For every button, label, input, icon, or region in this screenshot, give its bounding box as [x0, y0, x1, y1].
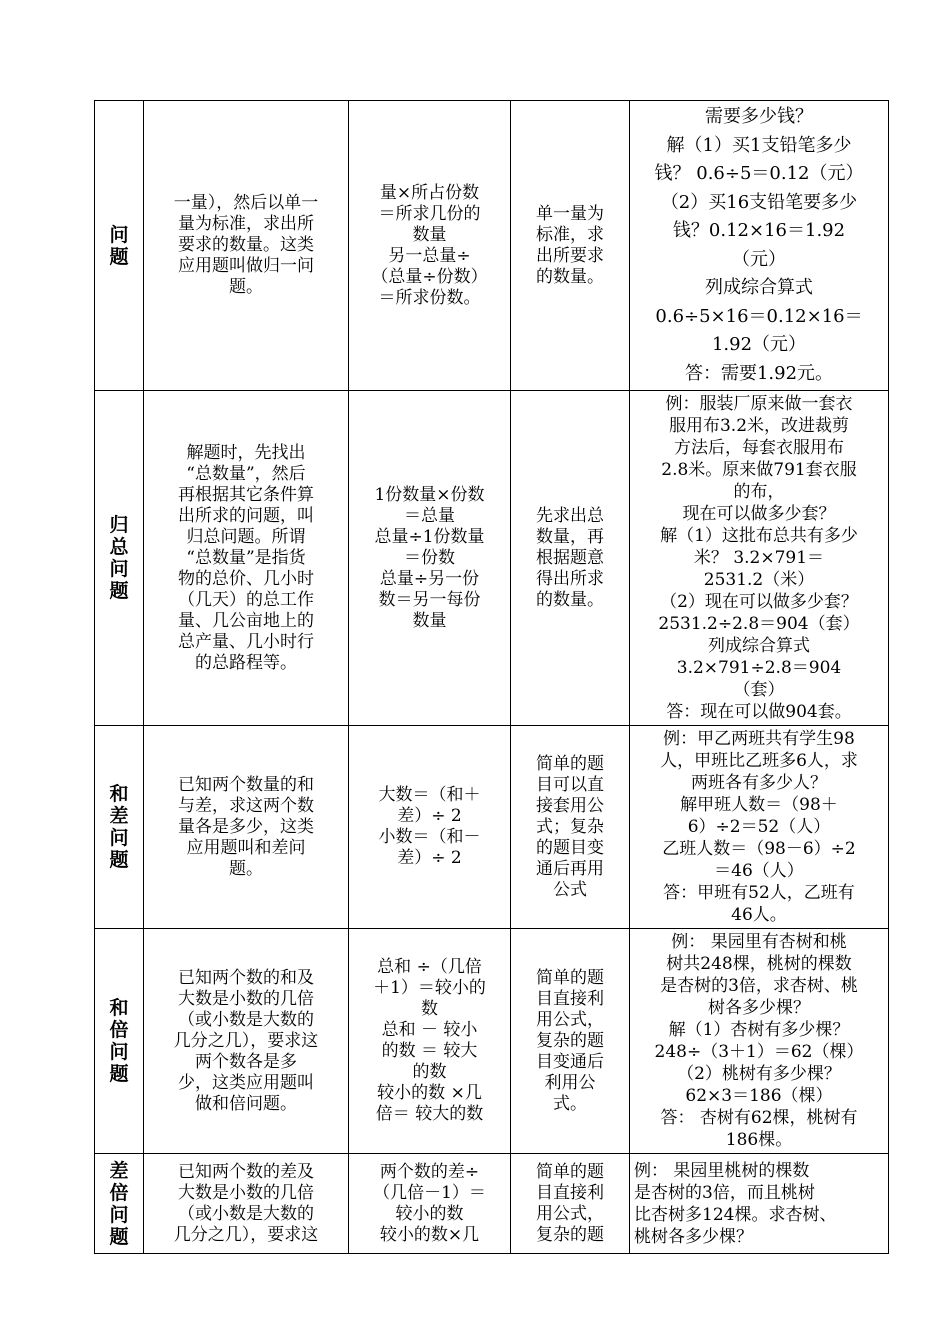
example-cell-line: 树共248棵，桃树的棵数	[666, 954, 852, 974]
method-cell	[511, 929, 630, 1154]
example-cell-line: 钱？0.12×16＝1.92	[672, 220, 846, 241]
definition-cell-line: 量为标准，求出所	[178, 214, 314, 234]
method-cell-line: 简单的题	[536, 1161, 604, 1182]
method-cell-line: 目变通后	[536, 1051, 604, 1072]
formula-cell	[349, 726, 511, 929]
method-cell-line: 目直接利	[536, 988, 604, 1009]
example-cell-line: 1.92（元）	[711, 334, 807, 355]
formula-cell-line: 较小的数 ×几	[377, 1083, 482, 1103]
method-cell-line: 目可以直	[536, 774, 604, 795]
example-cell-line: 186棵。	[725, 1130, 793, 1150]
formula-cell-line: 量×所占份数	[379, 182, 480, 203]
example-cell-line: 方法后，每套衣服用布	[674, 438, 844, 458]
formula-cell-line: （几倍－1）＝	[373, 1182, 486, 1203]
definition-cell-line: 已知两个数的差及	[178, 1161, 314, 1182]
definition-cell-line: 题。	[229, 277, 263, 297]
definition-cell-line: 应用题叫做归一问	[178, 256, 314, 276]
formula-cell-line: ＝所求份数。	[378, 287, 481, 308]
definition-cell-line: 总产量、几小时行	[178, 631, 314, 652]
example-cell-line: ＝46（人）	[714, 861, 804, 881]
formula-cell-line: 的数	[412, 1062, 447, 1082]
example-cell-line: 62×3＝186（棵）	[685, 1086, 833, 1106]
problem-type-label: 差倍问题	[109, 1159, 129, 1248]
method-cell-line: 简单的题	[536, 967, 604, 988]
definition-cell-line: 几分之几），要求这	[173, 1030, 319, 1051]
example-cell-line: 3.2×791÷2.8＝904	[676, 658, 842, 678]
method-cell-line: 数量，再	[536, 526, 604, 547]
definition-cell-line: 题。	[229, 858, 263, 879]
definition-cell-line: 少，这类应用题叫	[178, 1072, 314, 1093]
example-cell-line: 答：需要1.92元。	[684, 362, 834, 384]
method-cell-line: 的数量。	[536, 589, 604, 610]
example-cell	[630, 726, 889, 929]
problem-type-label: 和差问题	[109, 783, 129, 871]
method-cell-line: 得出所求	[536, 568, 604, 589]
formula-cell	[349, 929, 511, 1154]
formula-cell-line: 1份数量×份数	[374, 484, 485, 505]
table-row	[95, 1154, 889, 1254]
example-cell-line: （2）现在可以做多少套？	[660, 592, 858, 612]
formula-cell-line: 总和 － 较小	[381, 1020, 478, 1040]
formula-cell-line: ＝份数	[404, 547, 455, 568]
formula-cell-line: ＝总量	[404, 505, 455, 526]
example-cell-line: 例： 果园里有杏树和桃	[671, 932, 847, 952]
definition-cell	[144, 929, 349, 1154]
example-cell-line: 答：现在可以做904套。	[666, 702, 852, 722]
example-cell	[630, 101, 889, 391]
table-row	[95, 929, 889, 1154]
table-row	[95, 726, 889, 929]
example-cell-line: 树各多少棵？	[708, 998, 810, 1018]
example-cell-line: 答：甲班有52人，乙班有	[663, 883, 855, 903]
method-cell-line: 通后再用	[536, 858, 604, 879]
formula-cell-line: 数量	[412, 610, 447, 631]
method-cell-line: 标准，求	[536, 224, 604, 245]
problem-type-cell	[95, 391, 144, 726]
example-cell	[630, 929, 889, 1154]
definition-cell-line: 大数是小数的几倍	[178, 1182, 314, 1203]
definition-cell-line: 量、几公亩地上的	[178, 610, 314, 631]
example-cell-line: 例：服装厂原来做一套衣	[665, 394, 853, 414]
method-cell-line: 复杂的题	[536, 1224, 604, 1245]
definition-cell-line: （几天）的总工作	[178, 589, 314, 610]
definition-cell	[144, 391, 349, 726]
example-cell-line: 0.6÷5×16＝0.12×16＝	[655, 305, 863, 327]
example-cell-line: 米？ 3.2×791＝	[693, 548, 825, 568]
definition-cell-line: 物的总价、几小时	[178, 568, 314, 589]
example-cell-line: 解（1）买1支铅笔多少	[666, 134, 852, 156]
example-cell-line: （套）	[733, 680, 785, 700]
definition-cell-line: 出所求的问题，叫	[178, 505, 314, 526]
example-cell-line: 解（1）这批布总共有多少	[660, 526, 858, 546]
example-cell-line: 248÷（3＋1）＝62（棵）	[654, 1042, 864, 1062]
problem-type-label: 和倍问题	[109, 997, 129, 1085]
problem-type-cell	[95, 929, 144, 1154]
method-cell-line: 根据题意	[536, 547, 604, 568]
example-cell-line: 现在可以做多少套？	[682, 504, 836, 524]
definition-cell-line: 解题时，先找出	[186, 442, 306, 463]
example-cell-line: （2）买16支铅笔要多少	[660, 191, 858, 213]
example-cell-line: （2）桃树有多少棵？	[677, 1064, 841, 1084]
formula-cell-line: 小数＝（和－	[378, 827, 481, 847]
example-cell-line: 例： 果园里桃树的棵数	[634, 1160, 810, 1181]
example-cell-line: 比杏树多124棵。求杏树、	[634, 1204, 837, 1225]
method-cell-line: 先求出总	[536, 505, 604, 526]
example-cell-line: 2531.2（米）	[703, 570, 815, 590]
definition-cell	[144, 1154, 349, 1254]
example-cell-line: 2.8米。原来做791套衣服	[661, 460, 857, 480]
table-row	[95, 101, 889, 391]
formula-cell-line: ＝所求几份的	[378, 203, 481, 224]
definition-cell	[144, 726, 349, 929]
example-cell-line: 46人。	[731, 905, 787, 925]
method-cell-line: 利用公	[544, 1072, 596, 1093]
definition-cell-line: （或小数是大数的	[178, 1203, 314, 1224]
definition-cell-line: 归总问题。所谓	[186, 526, 306, 547]
method-cell-line: 简单的题	[536, 753, 604, 774]
formula-cell-line: 的数 ＝ 较大	[381, 1041, 478, 1061]
formula-cell	[349, 391, 511, 726]
example-cell-line: 2531.2÷2.8＝904（套）	[658, 614, 860, 634]
formula-cell-line: 数量	[412, 224, 447, 245]
method-cell-line: 出所要求	[536, 245, 604, 266]
method-cell-line: 复杂的题	[536, 1030, 604, 1051]
formula-cell-line: 两个数的差÷	[379, 1161, 480, 1182]
definition-cell-line: 几分之几），要求这	[173, 1224, 319, 1245]
definition-cell-line: 再根据其它条件算	[178, 484, 314, 505]
example-cell-line: 是杏树的3倍，而且桃树	[634, 1182, 815, 1203]
problem-type-label: 问题	[109, 223, 129, 268]
definition-cell-line: 与差，求这两个数	[178, 795, 314, 816]
definition-cell-line: 已知两个数量的和	[178, 774, 314, 795]
example-cell-line: 乙班人数＝（98－6）÷2	[662, 839, 856, 859]
method-cell-line: 公式	[553, 879, 587, 900]
formula-cell-line: 较小的数	[395, 1203, 464, 1224]
example-cell-line: 钱？ 0.6÷5＝0.12（元）	[654, 163, 864, 184]
formula-cell-line: 数＝另一每份	[378, 589, 481, 610]
formula-cell-line: 总和 ÷（几倍	[377, 957, 482, 977]
definition-cell-line: 量各是多少，这类	[178, 816, 314, 837]
method-cell-line: 式；复杂	[536, 816, 604, 837]
example-cell-line: 解甲班人数＝（98＋	[680, 795, 838, 815]
example-cell-line: 是杏树的3倍，求杏树、桃	[660, 976, 858, 996]
example-cell-line: 6）÷2＝52（人）	[687, 817, 831, 837]
definition-cell-line: 已知两个数的和及	[178, 967, 314, 988]
method-cell-line: 用公式，	[536, 1009, 604, 1030]
formula-cell-line: 大数＝（和＋	[378, 785, 481, 805]
formula-cell-line: 倍＝ 较大的数	[375, 1104, 484, 1124]
method-cell-line: 用公式，	[536, 1203, 604, 1224]
definition-cell-line: 应用题叫和差问	[186, 837, 306, 858]
method-cell	[511, 1154, 630, 1254]
example-cell-line: 桃树各多少棵？	[634, 1226, 753, 1247]
definition-cell-line: 大数是小数的几倍	[178, 988, 314, 1009]
definition-cell-line: “总数量”是指货	[186, 547, 306, 568]
example-cell-line: 两班各有多少人？	[691, 773, 827, 793]
definition-cell-line: （或小数是大数的	[178, 1009, 314, 1030]
method-cell-line: 单一量为	[536, 203, 604, 224]
example-cell-line: 需要多少钱？	[705, 106, 813, 127]
formula-cell-line: 差）÷ 2	[397, 806, 462, 826]
formula-cell-line: 总量÷1份数量	[374, 526, 485, 547]
method-cell	[511, 101, 630, 391]
formula-cell-line: 另一总量÷	[388, 245, 471, 266]
definition-cell-line: 两个数各是多	[195, 1051, 297, 1072]
method-cell-line: 式。	[553, 1093, 587, 1114]
example-cell-line: 的布，	[733, 482, 785, 502]
formula-cell	[349, 101, 511, 391]
formula-cell-line: 较小的数×几	[379, 1224, 480, 1245]
method-cell	[511, 391, 630, 726]
knowledge-table	[94, 100, 889, 1254]
method-cell-line: 的数量。	[536, 266, 604, 287]
method-cell	[511, 726, 630, 929]
problem-type-cell	[95, 101, 144, 391]
method-cell-line: 接套用公	[536, 795, 604, 816]
formula-cell-line: 总量÷另一份	[379, 568, 480, 589]
definition-cell-line: 的总路程等。	[195, 652, 297, 673]
example-cell	[630, 391, 889, 726]
example-cell-line: 答： 杏树有62棵，桃树有	[660, 1108, 858, 1128]
formula-cell-line: ＋1）＝较小的	[373, 978, 486, 998]
problem-type-cell	[95, 726, 144, 929]
problem-type-label: 归总问题	[109, 514, 129, 602]
formula-cell-line: 差）÷ 2	[397, 848, 462, 868]
example-cell-line: 列成综合算式	[708, 636, 810, 656]
definition-cell-line: 一量），然后以单一	[173, 193, 319, 213]
method-cell-line: 的题目变	[536, 837, 604, 858]
example-cell-line: （元）	[732, 248, 786, 270]
formula-cell	[349, 1154, 511, 1254]
definition-cell	[144, 101, 349, 391]
example-cell-line: 人，甲班比乙班多6人，求	[660, 751, 858, 771]
formula-cell-line: 数	[421, 999, 438, 1019]
example-cell-line: 解（1）杏树有多少棵？	[668, 1020, 850, 1040]
example-cell-line: 例：甲乙两班共有学生98	[663, 729, 855, 749]
table-row	[95, 391, 889, 726]
example-cell	[630, 1154, 889, 1254]
definition-cell-line: 做和倍问题。	[195, 1093, 297, 1114]
example-cell-line: 服用布3.2米，改进裁剪	[668, 416, 850, 436]
method-cell-line: 目直接利	[536, 1182, 604, 1203]
problem-type-cell	[95, 1154, 144, 1254]
example-cell-line: 列成综合算式	[705, 277, 813, 298]
formula-cell-line: （总量÷份数）	[371, 266, 488, 287]
definition-cell-line: 要求的数量。这类	[178, 235, 314, 255]
definition-cell-line: “总数量”，然后	[186, 463, 306, 484]
